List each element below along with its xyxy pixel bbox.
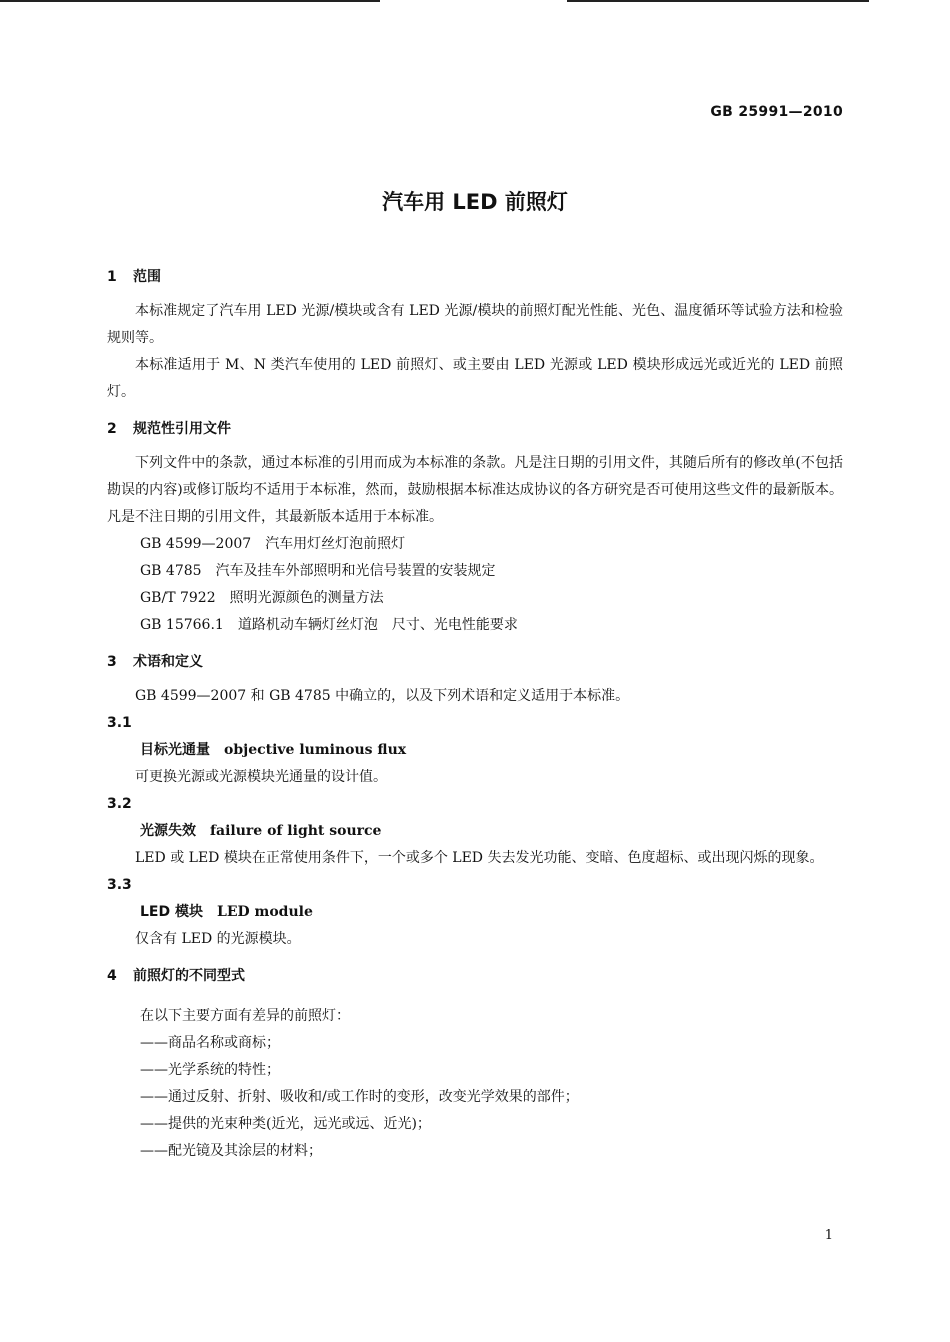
term-name-en: failure of light source <box>210 823 382 839</box>
top-border-right <box>567 0 869 2</box>
section-number: 3 <box>107 654 117 670</box>
reference-title: 照明光源颜色的测量方法 <box>229 590 384 606</box>
reference-title: 汽车用灯丝灯泡前照灯 <box>265 536 406 552</box>
document-title: 汽车用 LED 前照灯 <box>382 190 568 214</box>
section-number: 4 <box>107 968 117 984</box>
top-border-left <box>0 0 380 2</box>
page-number: 1 <box>824 1228 833 1243</box>
list-item: ——配光镜及其涂层的材料； <box>140 1143 322 1159</box>
term-name-en: objective luminous flux <box>224 742 407 758</box>
reference-item <box>140 612 843 639</box>
term-definition: LED 或 LED 模块在正常使用条件下，一个或多个 LED 失去发光功能、变暗、色度超标、或出现闪烁的现象。 <box>135 850 824 866</box>
section-number: 2 <box>107 421 117 437</box>
scope-paragraph-2: 本标准适用于 M、N 类汽车使用的 LED 前照灯、或主要由 LED 光源或 LED 模块形成远光或近光的 LED 前照灯。 <box>107 357 843 400</box>
reference-code: GB 15766.1 <box>140 617 224 633</box>
term-number: 3.2 <box>107 796 132 812</box>
term-name <box>140 898 843 926</box>
term-name-zh: 光源失效 <box>140 823 196 839</box>
terms-intro: GB 4599—2007 和 GB 4785 中确立的，以及下列术语和定义适用于本标准。 <box>135 688 630 704</box>
section-4-heading <box>107 963 843 989</box>
section-number: 1 <box>107 269 117 285</box>
references-intro: 下列文件中的条款，通过本标准的引用而成为本标准的条款。凡是注日期的引用文件，其随后所有的修改单(不包括勘误的内容)或修订版均不适用于本标准，然而，鼓励根据本标准达成协议的各方研究是否可使用这些文件的最新版本。凡是不注日期的引用文件，其最新版本适用于本标准。 <box>107 455 843 525</box>
term-definition: 可更换光源或光源模块光通量的设计值。 <box>135 769 387 785</box>
term-number: 3.1 <box>107 715 132 731</box>
section-2-heading <box>107 416 843 442</box>
list-item: ——光学系统的特性； <box>140 1062 280 1078</box>
term-name-zh: 目标光通量 <box>140 742 210 758</box>
standard-number: GB 25991—2010 <box>710 104 843 120</box>
section-title: 范围 <box>133 269 161 285</box>
reference-item <box>140 531 843 558</box>
reference-title: 汽车及挂车外部照明和光信号装置的安装规定 <box>215 563 496 579</box>
list-item: ——商品名称或商标； <box>140 1035 280 1051</box>
term-name <box>140 736 843 764</box>
section-1-heading <box>107 264 843 290</box>
section-title: 术语和定义 <box>133 654 203 670</box>
term-name <box>140 817 843 845</box>
scope-paragraph-1: 本标准规定了汽车用 LED 光源/模块或含有 LED 光源/模块的前照灯配光性能、光色、温度循环等试验方法和检验规则等。 <box>107 303 843 346</box>
reference-code: GB 4785 <box>140 563 202 579</box>
reference-code: GB/T 7922 <box>140 590 216 606</box>
list-item: ——通过反射、折射、吸收和/或工作时的变形，改变光学效果的部件； <box>140 1089 579 1105</box>
reference-item <box>140 558 843 585</box>
document-body <box>107 264 843 1165</box>
reference-code: GB 4599—2007 <box>140 536 252 552</box>
section-title: 前照灯的不同型式 <box>133 968 245 984</box>
reference-title: 道路机动车辆灯丝灯泡 尺寸、光电性能要求 <box>237 617 518 633</box>
term-definition: 仅含有 LED 的光源模块。 <box>135 931 301 947</box>
list-item: ——提供的光束种类(近光，远光或远、近光)； <box>140 1116 431 1132</box>
term-number: 3.3 <box>107 877 132 893</box>
section-3-heading <box>107 649 843 675</box>
reference-item <box>140 585 843 612</box>
section-title: 规范性引用文件 <box>133 421 231 437</box>
term-name-en: LED module <box>216 904 313 920</box>
term-name-zh: LED 模块 <box>140 904 203 920</box>
types-intro: 在以下主要方面有差异的前照灯： <box>140 1008 350 1024</box>
